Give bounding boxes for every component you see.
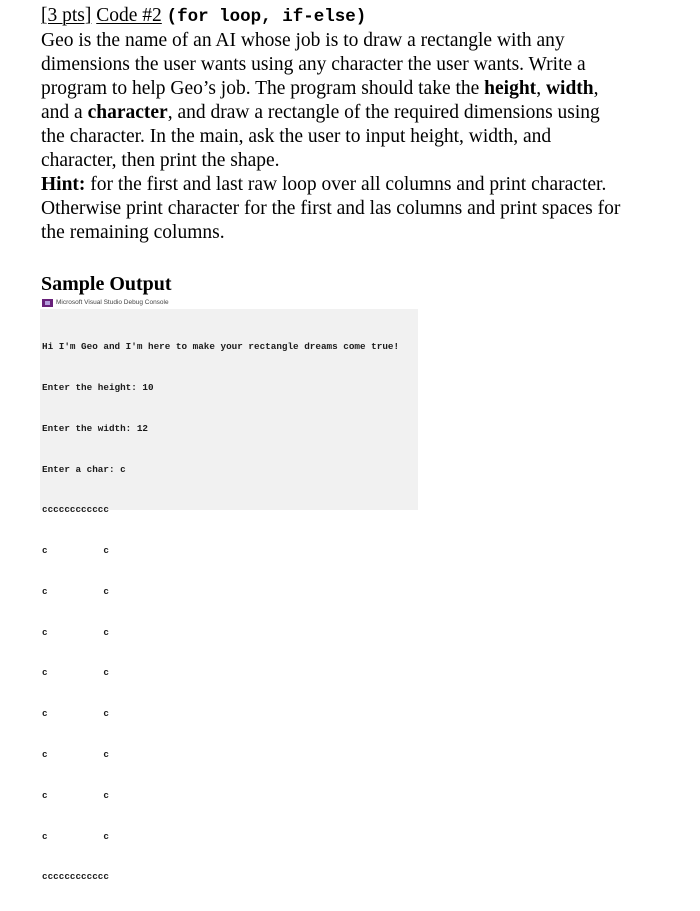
description-text: and a — [41, 102, 88, 123]
problem-statement — [41, 4, 681, 245]
console-title: Microsoft Visual Studio Debug Console — [56, 299, 169, 306]
description-line: the character. In the main, ask the user to input height, width, and — [41, 126, 552, 147]
console-line: c c — [42, 708, 109, 720]
description-line: character, then print the shape. — [41, 150, 280, 171]
keyword-height: height — [484, 78, 537, 99]
description-text: , — [536, 78, 546, 99]
points-label: [3 pts] — [41, 5, 92, 26]
hint-line: for the first and last raw loop over all columns and print character. — [85, 174, 607, 195]
console-line: cccccccccccc — [42, 504, 109, 516]
description-line: dimensions the user wants using any character the user wants. Write a — [41, 54, 586, 75]
console-line: c c — [42, 749, 109, 760]
console-line: c c — [42, 626, 109, 638]
hint-line: Otherwise print character for the first and las columns and print spaces for — [41, 198, 621, 219]
console-line: Enter the width: 12 — [42, 422, 149, 434]
console-line: Enter the height: 10 — [42, 381, 154, 393]
hint-line: the remaining columns. — [41, 222, 225, 243]
description-line: Geo is the name of an AI whose job is to draw a rectangle with any — [41, 30, 565, 51]
console-titlebar — [40, 296, 418, 309]
console-line: c c — [42, 545, 109, 557]
keyword-character: character — [87, 102, 168, 123]
console-line: cccccccccccc — [42, 871, 109, 883]
keywords-label: (for loop, if-else) — [166, 7, 367, 27]
console-line: c c — [42, 830, 109, 842]
description-text: , and draw a rectangle of the required dimensions using — [167, 102, 600, 123]
keyword-width: width — [545, 78, 594, 99]
console-line: c c — [42, 667, 109, 679]
sample-output-title: Sample Output — [41, 273, 172, 295]
hint-label: Hint: — [41, 174, 86, 195]
problem-heading — [41, 4, 681, 29]
description-line: program to help Geo’s job. The program should take the — [41, 78, 485, 99]
problem-description — [41, 29, 681, 245]
console-line: c c — [42, 585, 109, 597]
description-text: , — [593, 78, 599, 99]
console-output — [40, 309, 418, 911]
console-line: Enter a char: c — [42, 463, 126, 475]
console-screenshot — [40, 296, 418, 883]
console-line: Hi I'm Geo and I'm here to make your rectangle dreams come true! — [42, 341, 400, 353]
console-line: c c — [42, 789, 109, 801]
visual-studio-icon — [42, 299, 53, 307]
code-label: Code #2 — [96, 5, 162, 26]
